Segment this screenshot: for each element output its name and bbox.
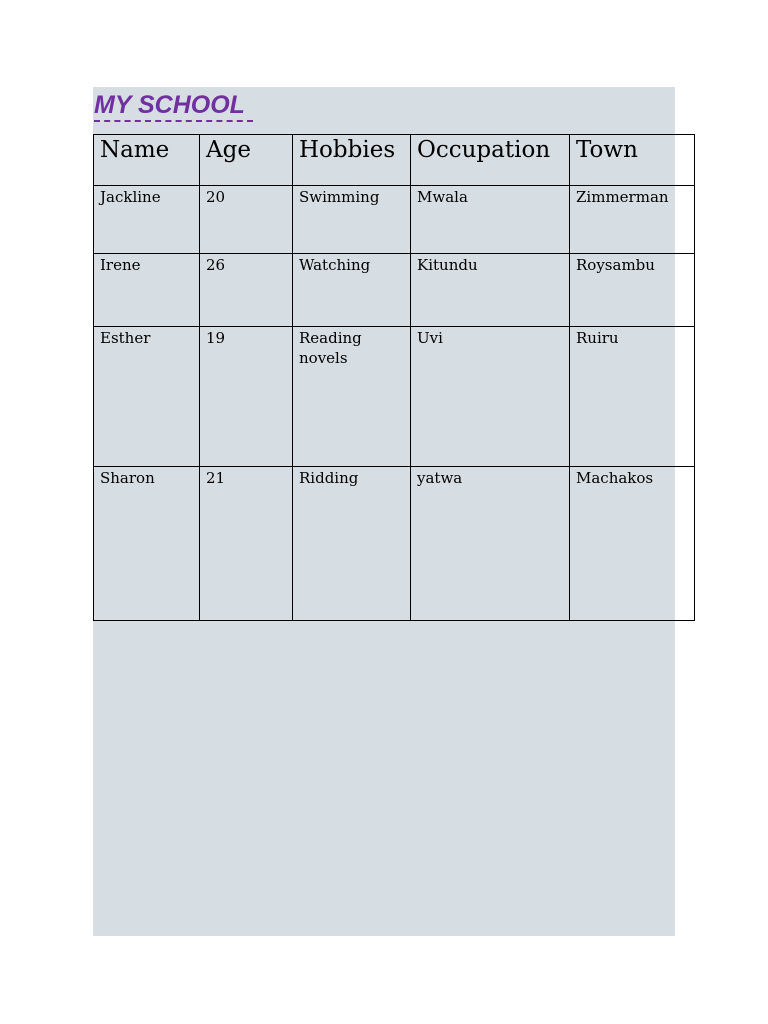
cell-name: Jackline [94, 186, 200, 254]
header-age: Age [200, 135, 293, 186]
cell-occupation: Mwala [411, 186, 570, 254]
cell-occupation: Uvi [411, 327, 570, 467]
cell-hobbies: Watching [293, 254, 411, 327]
cell-name: Sharon [94, 467, 200, 621]
cell-hobbies: Swimming [293, 186, 411, 254]
cell-age: 20 [200, 186, 293, 254]
cell-town: Zimmerman [570, 186, 695, 254]
table-row [94, 467, 695, 621]
table-row [94, 327, 695, 467]
cell-hobbies: Ridding [293, 467, 411, 621]
header-town: Town [570, 135, 695, 186]
cell-hobbies: Reading novels [293, 327, 411, 467]
table-header-row [94, 135, 695, 186]
header-occupation: Occupation [411, 135, 570, 186]
table-row [94, 254, 695, 327]
cell-name: Esther [94, 327, 200, 467]
header-name: Name [94, 135, 200, 186]
header-hobbies: Hobbies [293, 135, 411, 186]
cell-occupation: Kitundu [411, 254, 570, 327]
school-table [93, 134, 695, 621]
cell-age: 19 [200, 327, 293, 467]
table-row [94, 186, 695, 254]
cell-occupation: yatwa [411, 467, 570, 621]
cell-town: Roysambu [570, 254, 695, 327]
cell-age: 26 [200, 254, 293, 327]
cell-town: Machakos [570, 467, 695, 621]
cell-name: Irene [94, 254, 200, 327]
cell-town: Ruiru [570, 327, 695, 467]
cell-age: 21 [200, 467, 293, 621]
document-title: MY SCHOOL [94, 90, 253, 122]
